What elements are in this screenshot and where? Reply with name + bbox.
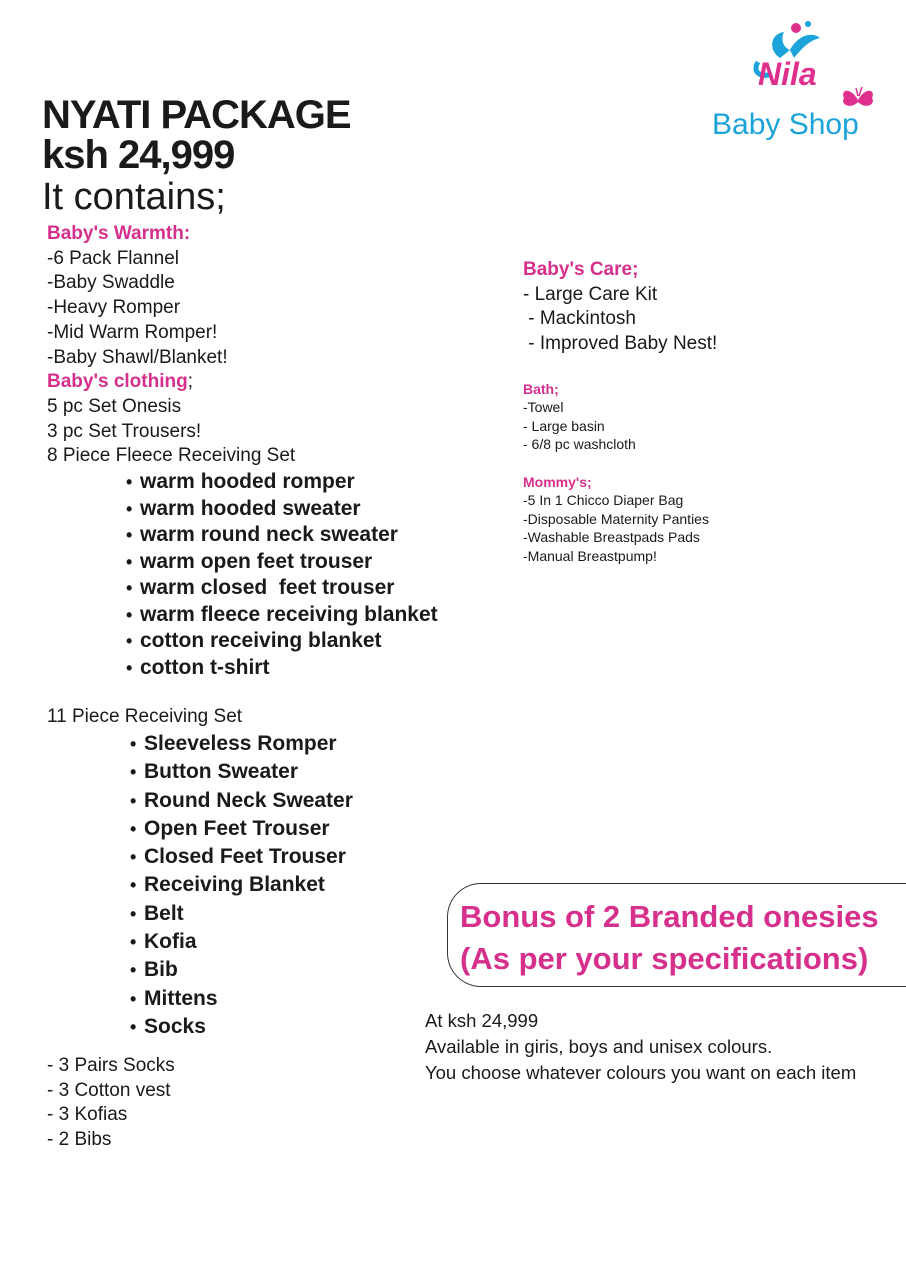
list-item <box>130 815 353 843</box>
bullet-icon: • <box>130 762 137 783</box>
list-item <box>130 787 353 815</box>
list-item: -Towel <box>523 399 564 415</box>
bullet-icon: • <box>126 498 133 519</box>
bonus-text <box>460 896 879 980</box>
bonus-line-2: (As per your specifications) <box>460 941 869 976</box>
list-item-label: Open Feet Trouser <box>144 816 330 840</box>
warmth-heading: Baby's Warmth: <box>47 223 191 244</box>
bullet-icon: • <box>126 631 133 651</box>
list-item <box>126 469 438 496</box>
list-item <box>126 496 438 523</box>
nila-logo <box>700 20 890 150</box>
clothing-heading-suffix: ; <box>187 371 193 393</box>
list-item <box>126 522 438 549</box>
list-item: - Large basin <box>523 417 605 434</box>
list-item-label: Kofia <box>144 930 197 954</box>
bullet-icon: • <box>130 847 137 868</box>
bonus-line-1: Bonus of 2 Branded onesies <box>460 899 879 934</box>
list-item-label: warm open feet trouser <box>140 549 373 573</box>
list-item <box>130 843 353 871</box>
list-item-label: cotton t-shirt <box>140 655 270 679</box>
list-item <box>126 628 438 655</box>
list-item: -Baby Swaddle <box>47 272 175 294</box>
list-item <box>126 602 438 629</box>
bath-heading: Bath; <box>523 381 559 397</box>
list-item-label: warm fleece receiving blanket <box>140 602 438 626</box>
list-item-label: Closed Feet Trouser <box>144 845 346 869</box>
list-item-label: Sleeveless Romper <box>144 732 337 755</box>
list-item: - Improved Baby Nest! <box>523 333 718 355</box>
list-item: 8 Piece Fleece Receiving Set <box>47 445 296 467</box>
receiving-set-heading: 11 Piece Receiving Set <box>47 706 243 727</box>
list-item-label: Round Neck Sweater <box>144 788 353 812</box>
list-item: -6 Pack Flannel <box>47 247 180 269</box>
bullet-icon: • <box>126 525 133 545</box>
logo-subtitle: Baby Shop <box>712 108 859 141</box>
bullet-icon: • <box>126 657 133 678</box>
bullet-icon: • <box>130 1016 137 1037</box>
list-item: 5 pc Set Onesis <box>47 395 182 417</box>
bullet-icon: • <box>130 932 137 953</box>
list-item-label: cotton receiving blanket <box>140 629 382 652</box>
logo-brand: Nila <box>758 56 817 92</box>
extras-list <box>47 1054 175 1153</box>
list-item: - 6/8 pc washcloth <box>523 436 636 452</box>
list-item: - 3 Pairs Socks <box>47 1055 175 1076</box>
list-item: -Manual Breastpump! <box>523 547 657 564</box>
bullet-icon: • <box>126 472 133 492</box>
bullet-icon: • <box>130 734 137 754</box>
care-section <box>523 258 717 357</box>
bullet-icon: • <box>130 818 137 839</box>
list-item <box>130 956 353 984</box>
list-item-label: warm hooded sweater <box>140 496 361 520</box>
package-price: ksh 24,999 <box>42 133 235 177</box>
clothing-heading: Baby's clothing <box>47 371 188 393</box>
mommy-section <box>523 473 709 565</box>
bullet-icon: • <box>130 988 137 1009</box>
contains-intro: It contains; <box>42 176 226 218</box>
bullet-icon: • <box>126 604 133 625</box>
list-item <box>130 758 353 786</box>
care-heading: Baby's Care; <box>523 259 639 280</box>
list-item <box>130 871 353 899</box>
bullet-icon: • <box>130 960 137 981</box>
fleece-set-list <box>126 469 438 681</box>
list-item-label: warm hooded romper <box>140 470 355 493</box>
footer-line: At ksh 24,999 <box>425 1010 539 1031</box>
list-item-label: Socks <box>144 1014 206 1038</box>
list-item-label: warm round neck sweater <box>140 523 398 546</box>
footer-line: You choose whatever colours you want on each item <box>425 1062 857 1083</box>
list-item-label: Receiving Blanket <box>144 873 325 897</box>
mommy-heading: Mommy's; <box>523 474 592 490</box>
list-item: - Large Care Kit <box>523 283 658 305</box>
list-item <box>126 549 438 576</box>
list-item: - 3 Cotton vest <box>47 1079 171 1101</box>
list-item: - 2 Bibs <box>47 1129 112 1151</box>
bullet-icon: • <box>126 578 133 598</box>
list-item: - 3 Kofias <box>47 1104 128 1126</box>
package-title: NYATI PACKAGE <box>42 93 351 137</box>
list-item <box>126 655 438 682</box>
bullet-icon: • <box>130 790 137 811</box>
receiving-set-list <box>130 730 353 1041</box>
list-item-label: Button Sweater <box>144 760 299 784</box>
list-item: -Washable Breastpads Pads <box>523 529 700 545</box>
clothing-heading-line <box>47 370 295 395</box>
list-item <box>130 1013 353 1041</box>
list-item-label: Mittens <box>144 986 218 1010</box>
list-item <box>130 928 353 956</box>
footer-note <box>425 1008 856 1086</box>
footer-line: Available in giris, boys and unisex colours. <box>425 1036 773 1057</box>
list-item: -Mid Warm Romper! <box>47 321 218 343</box>
list-item: -5 In 1 Chicco Diaper Bag <box>523 492 684 508</box>
bath-section <box>523 380 636 454</box>
list-item: -Baby Shawl/Blanket! <box>47 346 228 368</box>
list-item <box>126 575 438 602</box>
warmth-section <box>47 222 295 469</box>
bullet-icon: • <box>126 551 133 572</box>
list-item-label: Belt <box>144 901 184 925</box>
list-item <box>130 900 353 928</box>
bullet-icon: • <box>130 903 137 924</box>
list-item: -Heavy Romper <box>47 297 181 319</box>
bullet-icon: • <box>130 875 137 896</box>
list-item <box>130 985 353 1013</box>
list-item <box>130 730 353 758</box>
list-item: 3 pc Set Trousers! <box>47 420 202 442</box>
list-item-label: Bib <box>144 958 178 982</box>
list-item: -Disposable Maternity Panties <box>523 510 709 527</box>
list-item-label: warm closed feet trouser <box>140 576 395 599</box>
list-item: - Mackintosh <box>523 308 636 330</box>
